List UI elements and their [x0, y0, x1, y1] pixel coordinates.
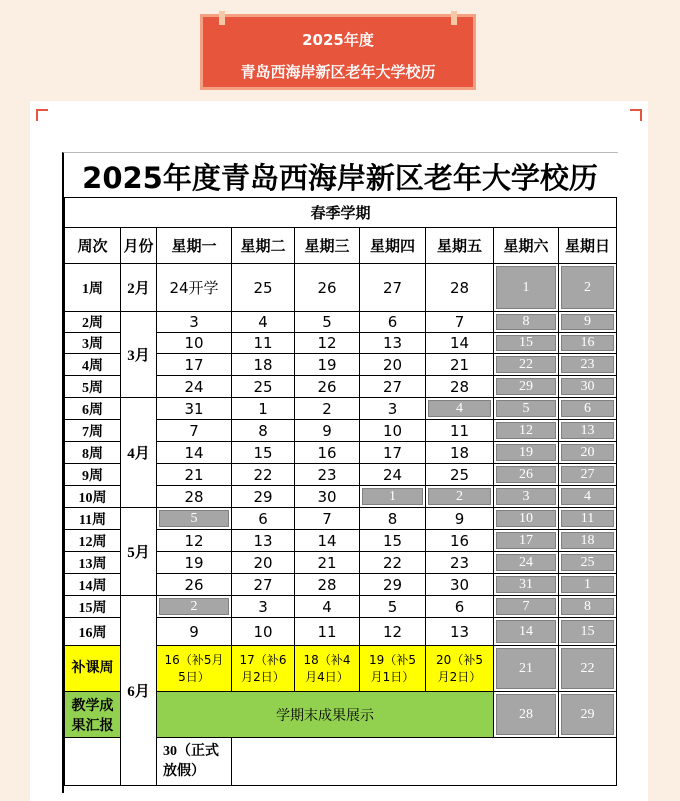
- day-cell: 21: [157, 464, 232, 486]
- day-cell: 28: [426, 376, 494, 398]
- week-label: 8周: [65, 442, 121, 464]
- day-cell: 21: [295, 552, 360, 574]
- day-cell: 27: [559, 464, 617, 486]
- week-label: 6周: [65, 398, 121, 420]
- table-row: [65, 312, 617, 333]
- cell-line: 月4日）: [305, 669, 349, 684]
- corner-ornament-left: [36, 109, 48, 121]
- day-cell: 26: [494, 464, 559, 486]
- column-header: 星期六: [494, 228, 559, 264]
- day-cell: 15: [559, 618, 617, 646]
- day-cell: 17: [157, 354, 232, 376]
- day-cell: 8: [494, 312, 559, 333]
- day-cell: 24开学: [157, 264, 232, 312]
- day-cell: 3: [360, 398, 426, 420]
- day-cell: 31: [157, 398, 232, 420]
- week-label: 12周: [65, 530, 121, 552]
- day-cell: 22: [360, 552, 426, 574]
- day-cell: 27: [360, 376, 426, 398]
- day-cell: 30: [559, 376, 617, 398]
- day-cell: 22: [559, 646, 617, 692]
- semester-header: 春季学期: [65, 198, 617, 228]
- day-cell: 5: [360, 596, 426, 618]
- table-row: [65, 228, 617, 264]
- day-cell: 10: [494, 508, 559, 530]
- day-cell: 9: [295, 420, 360, 442]
- day-cell: 1: [360, 486, 426, 508]
- day-cell: 5: [157, 508, 232, 530]
- day-cell: 30: [426, 574, 494, 596]
- day-cell: 13: [559, 420, 617, 442]
- cell-line: 5日）: [178, 669, 210, 684]
- week-label: 16周: [65, 618, 121, 646]
- cell-line: 18（补4: [303, 652, 351, 667]
- day-cell: 22: [232, 464, 295, 486]
- makeup-day-cell: [232, 646, 295, 692]
- column-header: 周次: [65, 228, 121, 264]
- table-row: [65, 508, 617, 530]
- day-cell: 29: [232, 486, 295, 508]
- banner-year: 2025年度: [302, 31, 374, 49]
- month-label: 6月: [121, 596, 157, 786]
- day-cell: 7: [157, 420, 232, 442]
- day-cell: 14: [295, 530, 360, 552]
- day-cell: 29: [360, 574, 426, 596]
- day-cell: 29: [494, 376, 559, 398]
- day-cell: 19: [157, 552, 232, 574]
- header-banner: [200, 14, 476, 90]
- day-cell: 4: [426, 398, 494, 420]
- column-header: 星期五: [426, 228, 494, 264]
- showcase-banner: 学期末成果展示: [157, 692, 494, 738]
- day-cell: 10: [360, 420, 426, 442]
- day-cell: 9: [559, 312, 617, 333]
- day-cell: 24: [157, 376, 232, 398]
- day-cell: 8: [559, 596, 617, 618]
- day-cell: 14: [157, 442, 232, 464]
- day-cell: 24: [360, 464, 426, 486]
- day-cell: 25: [559, 552, 617, 574]
- day-cell: 11: [232, 333, 295, 354]
- calendar-table: [64, 197, 617, 786]
- day-cell: 18: [426, 442, 494, 464]
- day-cell: 26: [295, 264, 360, 312]
- day-cell: 12: [295, 333, 360, 354]
- day-cell: 3: [157, 312, 232, 333]
- day-cell: 2: [426, 486, 494, 508]
- day-cell: 6: [360, 312, 426, 333]
- day-cell: 8: [360, 508, 426, 530]
- day-cell: 9: [426, 508, 494, 530]
- day-cell: 6: [559, 398, 617, 420]
- day-cell: 15: [232, 442, 295, 464]
- day-cell: 13: [360, 333, 426, 354]
- day-cell: 14: [494, 618, 559, 646]
- day-cell: 25: [232, 376, 295, 398]
- column-header: 星期一: [157, 228, 232, 264]
- week-label: 13周: [65, 552, 121, 574]
- day-cell: 7: [426, 312, 494, 333]
- day-cell: 20: [360, 354, 426, 376]
- day-cell: 11: [295, 618, 360, 646]
- day-cell: 16: [426, 530, 494, 552]
- day-cell: 9: [157, 618, 232, 646]
- sheet-title: 2025年度青岛西海岸新区老年大学校历: [82, 161, 598, 195]
- day-cell: 12: [360, 618, 426, 646]
- day-cell: 15: [360, 530, 426, 552]
- week-label: 11周: [65, 508, 121, 530]
- day-cell: 24: [494, 552, 559, 574]
- holiday-start-cell: [157, 738, 232, 786]
- week-label: 2周: [65, 312, 121, 333]
- cell-line: 17（补6: [239, 652, 287, 667]
- day-cell: 12: [157, 530, 232, 552]
- day-cell: 11: [559, 508, 617, 530]
- day-cell: 26: [157, 574, 232, 596]
- day-cell: 21: [494, 646, 559, 692]
- day-cell: 30: [295, 486, 360, 508]
- day-cell: 13: [426, 618, 494, 646]
- table-row: [65, 198, 617, 228]
- cell-line: 20（补5: [436, 652, 483, 667]
- day-cell: 19: [494, 442, 559, 464]
- week-label: 7周: [65, 420, 121, 442]
- day-cell: 8: [232, 420, 295, 442]
- week-label: 3周: [65, 333, 121, 354]
- day-cell: 18: [232, 354, 295, 376]
- showcase-label: [65, 692, 121, 738]
- month-label: 2月: [121, 264, 157, 312]
- day-cell: 13: [232, 530, 295, 552]
- cell-line: 果汇报: [71, 718, 114, 734]
- day-cell: 11: [426, 420, 494, 442]
- week-label: 1周: [65, 264, 121, 312]
- cell-line: 19（补5: [369, 652, 416, 667]
- day-cell: 17: [494, 530, 559, 552]
- cell-line: 30（正式: [163, 743, 219, 759]
- makeup-day-cell: [157, 646, 232, 692]
- day-cell: 5: [295, 312, 360, 333]
- day-cell: 16: [295, 442, 360, 464]
- month-label: 4月: [121, 398, 157, 508]
- day-cell: 29: [559, 692, 617, 738]
- banner-pin-left: [219, 11, 225, 25]
- day-cell: 1: [559, 574, 617, 596]
- week-label: 5周: [65, 376, 121, 398]
- week-label: 10周: [65, 486, 121, 508]
- day-cell: 3: [232, 596, 295, 618]
- table-row: [65, 264, 617, 312]
- day-cell: 7: [494, 596, 559, 618]
- cell-line: 月2日）: [437, 669, 482, 684]
- makeup-day-cell: [426, 646, 494, 692]
- column-header: 星期四: [360, 228, 426, 264]
- day-cell: 2: [157, 596, 232, 618]
- day-cell: 16: [559, 333, 617, 354]
- day-cell: 28: [494, 692, 559, 738]
- day-cell: 20: [559, 442, 617, 464]
- day-cell: 27: [232, 574, 295, 596]
- day-cell: 23: [426, 552, 494, 574]
- column-header: 星期二: [232, 228, 295, 264]
- empty-cell: [232, 738, 617, 786]
- banner-title: 青岛西海岸新区老年大学校历: [240, 63, 436, 81]
- column-header: 月份: [121, 228, 157, 264]
- day-cell: 21: [426, 354, 494, 376]
- day-cell: 23: [295, 464, 360, 486]
- day-cell: 1: [232, 398, 295, 420]
- week-label: 15周: [65, 596, 121, 618]
- day-cell: 20: [232, 552, 295, 574]
- cell-line: 放假）: [163, 763, 205, 779]
- week-label: 4周: [65, 354, 121, 376]
- day-cell: 31: [494, 574, 559, 596]
- day-cell: 23: [559, 354, 617, 376]
- empty-cell: [65, 738, 121, 786]
- day-cell: 27: [360, 264, 426, 312]
- day-cell: 28: [157, 486, 232, 508]
- day-cell: 17: [360, 442, 426, 464]
- day-cell: 28: [295, 574, 360, 596]
- day-cell: 10: [232, 618, 295, 646]
- day-cell: 5: [494, 398, 559, 420]
- day-cell: 4: [232, 312, 295, 333]
- day-cell: 4: [295, 596, 360, 618]
- week-label: 14周: [65, 574, 121, 596]
- makeup-day-cell: [295, 646, 360, 692]
- cell-line: 教学成: [71, 698, 114, 714]
- corner-ornament-right: [630, 109, 642, 121]
- column-header: 星期三: [295, 228, 360, 264]
- day-cell: 19: [295, 354, 360, 376]
- day-cell: 15: [494, 333, 559, 354]
- day-cell: 14: [426, 333, 494, 354]
- calendar-sheet: [62, 152, 618, 793]
- day-cell: 2: [295, 398, 360, 420]
- makeup-week-label: 补课周: [65, 646, 121, 692]
- day-cell: 6: [426, 596, 494, 618]
- month-label: 5月: [121, 508, 157, 596]
- table-row: [65, 398, 617, 420]
- day-cell: 1: [494, 264, 559, 312]
- column-header: 星期日: [559, 228, 617, 264]
- day-cell: 2: [559, 264, 617, 312]
- day-cell: 12: [494, 420, 559, 442]
- day-cell: 3: [494, 486, 559, 508]
- day-cell: 10: [157, 333, 232, 354]
- month-label: 3月: [121, 312, 157, 398]
- cell-line: 月2日）: [241, 669, 285, 684]
- cell-line: 16（补5月: [164, 652, 224, 667]
- day-cell: 25: [426, 464, 494, 486]
- day-cell: 7: [295, 508, 360, 530]
- day-cell: 25: [232, 264, 295, 312]
- table-row: [65, 596, 617, 618]
- day-cell: 4: [559, 486, 617, 508]
- week-label: 9周: [65, 464, 121, 486]
- day-cell: 28: [426, 264, 494, 312]
- banner-pin-right: [451, 11, 457, 25]
- makeup-day-cell: [360, 646, 426, 692]
- day-cell: 6: [232, 508, 295, 530]
- day-cell: 18: [559, 530, 617, 552]
- day-cell: 26: [295, 376, 360, 398]
- cell-line: 月1日）: [370, 669, 415, 684]
- day-cell: 22: [494, 354, 559, 376]
